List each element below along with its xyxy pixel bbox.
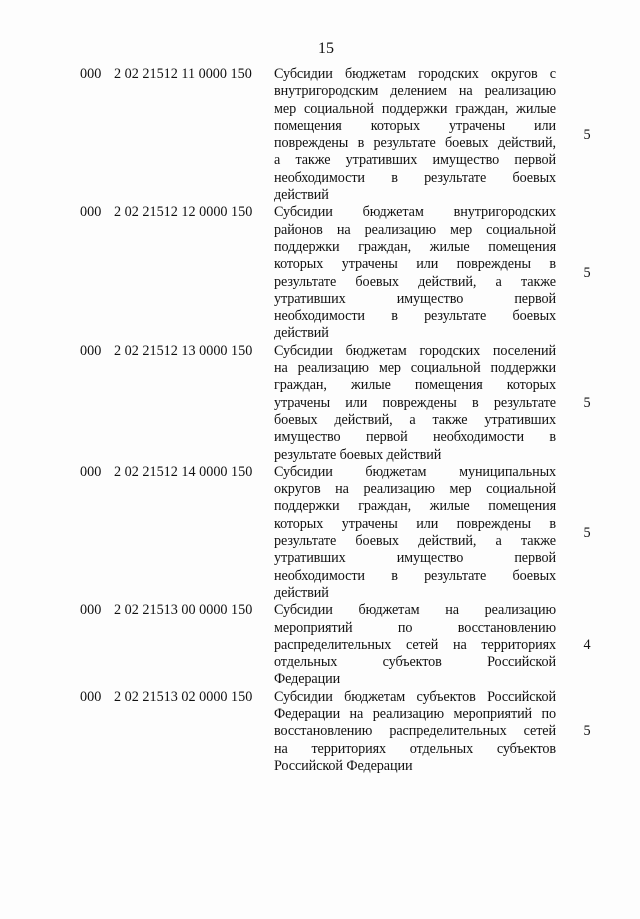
revenue-name-line: Российской Федерации (274, 757, 413, 774)
revenue-name-line: результате боевых действий (274, 446, 442, 463)
revenue-name-line: необходимости в результате боевых (274, 567, 556, 584)
revenue-name-line: Субсидии бюджетам муниципальных (274, 463, 556, 480)
budget-classification-code: 2 02 21512 14 0000 150 (114, 463, 253, 480)
revenue-name-line: Субсидии бюджетам городских округов с (274, 66, 556, 82)
revenue-name-line: мероприятий по восстановлению (274, 619, 556, 636)
revenue-name-line: граждан, жилые помещения которых (274, 377, 556, 394)
revenue-name-line: результате боевых действий, а также (274, 273, 556, 290)
revenue-name-line: внутригородским делением на реализацию (274, 83, 556, 100)
revenue-name-line: утративших имущество первой (274, 550, 556, 567)
revenue-name (274, 204, 556, 342)
admin-code: 000 (80, 602, 102, 619)
admin-code: 000 (80, 463, 102, 480)
amount-value: 5 (583, 723, 591, 740)
revenue-name-line: поддержки граждан, жилые помещения (274, 238, 556, 255)
revenue-name-line: боевых действий, а также утративших (274, 411, 556, 428)
revenue-name-line: имущество первой необходимости в (274, 429, 556, 446)
budget-classification-code: 2 02 21513 02 0000 150 (114, 688, 253, 705)
revenue-name-line: утрачены или повреждены в результате (274, 394, 556, 411)
revenue-name-line: действий (274, 325, 329, 342)
revenue-name-line: на территориях отдельных субъектов (274, 740, 556, 757)
revenue-name-line: отдельных субъектов Российской (274, 654, 556, 671)
amount-value: 5 (583, 265, 591, 282)
budget-classification-code: 2 02 21513 00 0000 150 (114, 602, 253, 619)
revenue-name-line: необходимости в результате боевых (274, 169, 556, 186)
revenue-name-line: которых утрачены или повреждены в (274, 515, 556, 532)
table-row (0, 464, 640, 602)
revenue-name (274, 66, 556, 204)
admin-code: 000 (80, 342, 102, 359)
revenue-name-line: Субсидии бюджетам на реализацию (274, 602, 556, 619)
admin-code: 000 (80, 688, 102, 705)
revenue-name-line: помещения которых утрачены или (274, 117, 556, 134)
revenue-name-line: действий (274, 187, 329, 204)
budget-classification-code: 2 02 21512 11 0000 150 (114, 66, 252, 82)
revenue-name-line: распределительных сетей на территориях (274, 636, 556, 653)
revenue-name-line: на реализацию мер социальной поддержки (274, 360, 556, 377)
revenue-name-line: результате боевых действий, а также (274, 533, 556, 550)
revenue-name-line: восстановлению распределительных сетей (274, 723, 556, 740)
revenue-name (274, 343, 556, 464)
table-row (0, 66, 640, 204)
page-number: 15 (318, 40, 334, 57)
revenue-name-line: Федерации (274, 671, 341, 688)
budget-table (0, 66, 640, 775)
revenue-name-line: округов на реализацию мер социальной (274, 481, 556, 498)
budget-classification-code: 2 02 21512 12 0000 150 (114, 204, 253, 221)
revenue-name-line: поддержки граждан, жилые помещения (274, 498, 556, 515)
table-row (0, 689, 640, 775)
table-row (0, 204, 640, 342)
revenue-name-line: Федерации на реализацию мероприятий по (274, 705, 556, 722)
revenue-name-line: мер социальной поддержки граждан, жилые (274, 100, 556, 117)
amount-value: 4 (583, 636, 591, 653)
table-row (0, 602, 640, 688)
revenue-name-line: которых утрачены или повреждены в (274, 256, 556, 273)
revenue-name-line: Субсидии бюджетам субъектов Российской (274, 688, 556, 705)
revenue-name-line: утративших имущество первой (274, 290, 556, 307)
amount-value: 5 (583, 126, 591, 143)
revenue-name-line: районов на реализацию мер социальной (274, 221, 556, 238)
table-row (0, 343, 640, 464)
revenue-name (274, 689, 556, 775)
amount-value: 5 (583, 524, 591, 541)
revenue-name-line: повреждены в результате боевых действий, (274, 135, 556, 152)
admin-code: 000 (80, 66, 102, 82)
revenue-name-line: действий (274, 584, 329, 601)
budget-classification-code: 2 02 21512 13 0000 150 (114, 342, 253, 359)
amount-value: 5 (583, 394, 591, 411)
revenue-name-line: необходимости в результате боевых (274, 308, 556, 325)
revenue-name-line: Субсидии бюджетам городских поселений (274, 342, 556, 359)
revenue-name (274, 602, 556, 688)
revenue-name (274, 464, 556, 602)
revenue-name-line: Субсидии бюджетам внутригородских (274, 204, 556, 221)
admin-code: 000 (80, 204, 102, 221)
revenue-name-line: а также утративших имущество первой (274, 152, 556, 169)
